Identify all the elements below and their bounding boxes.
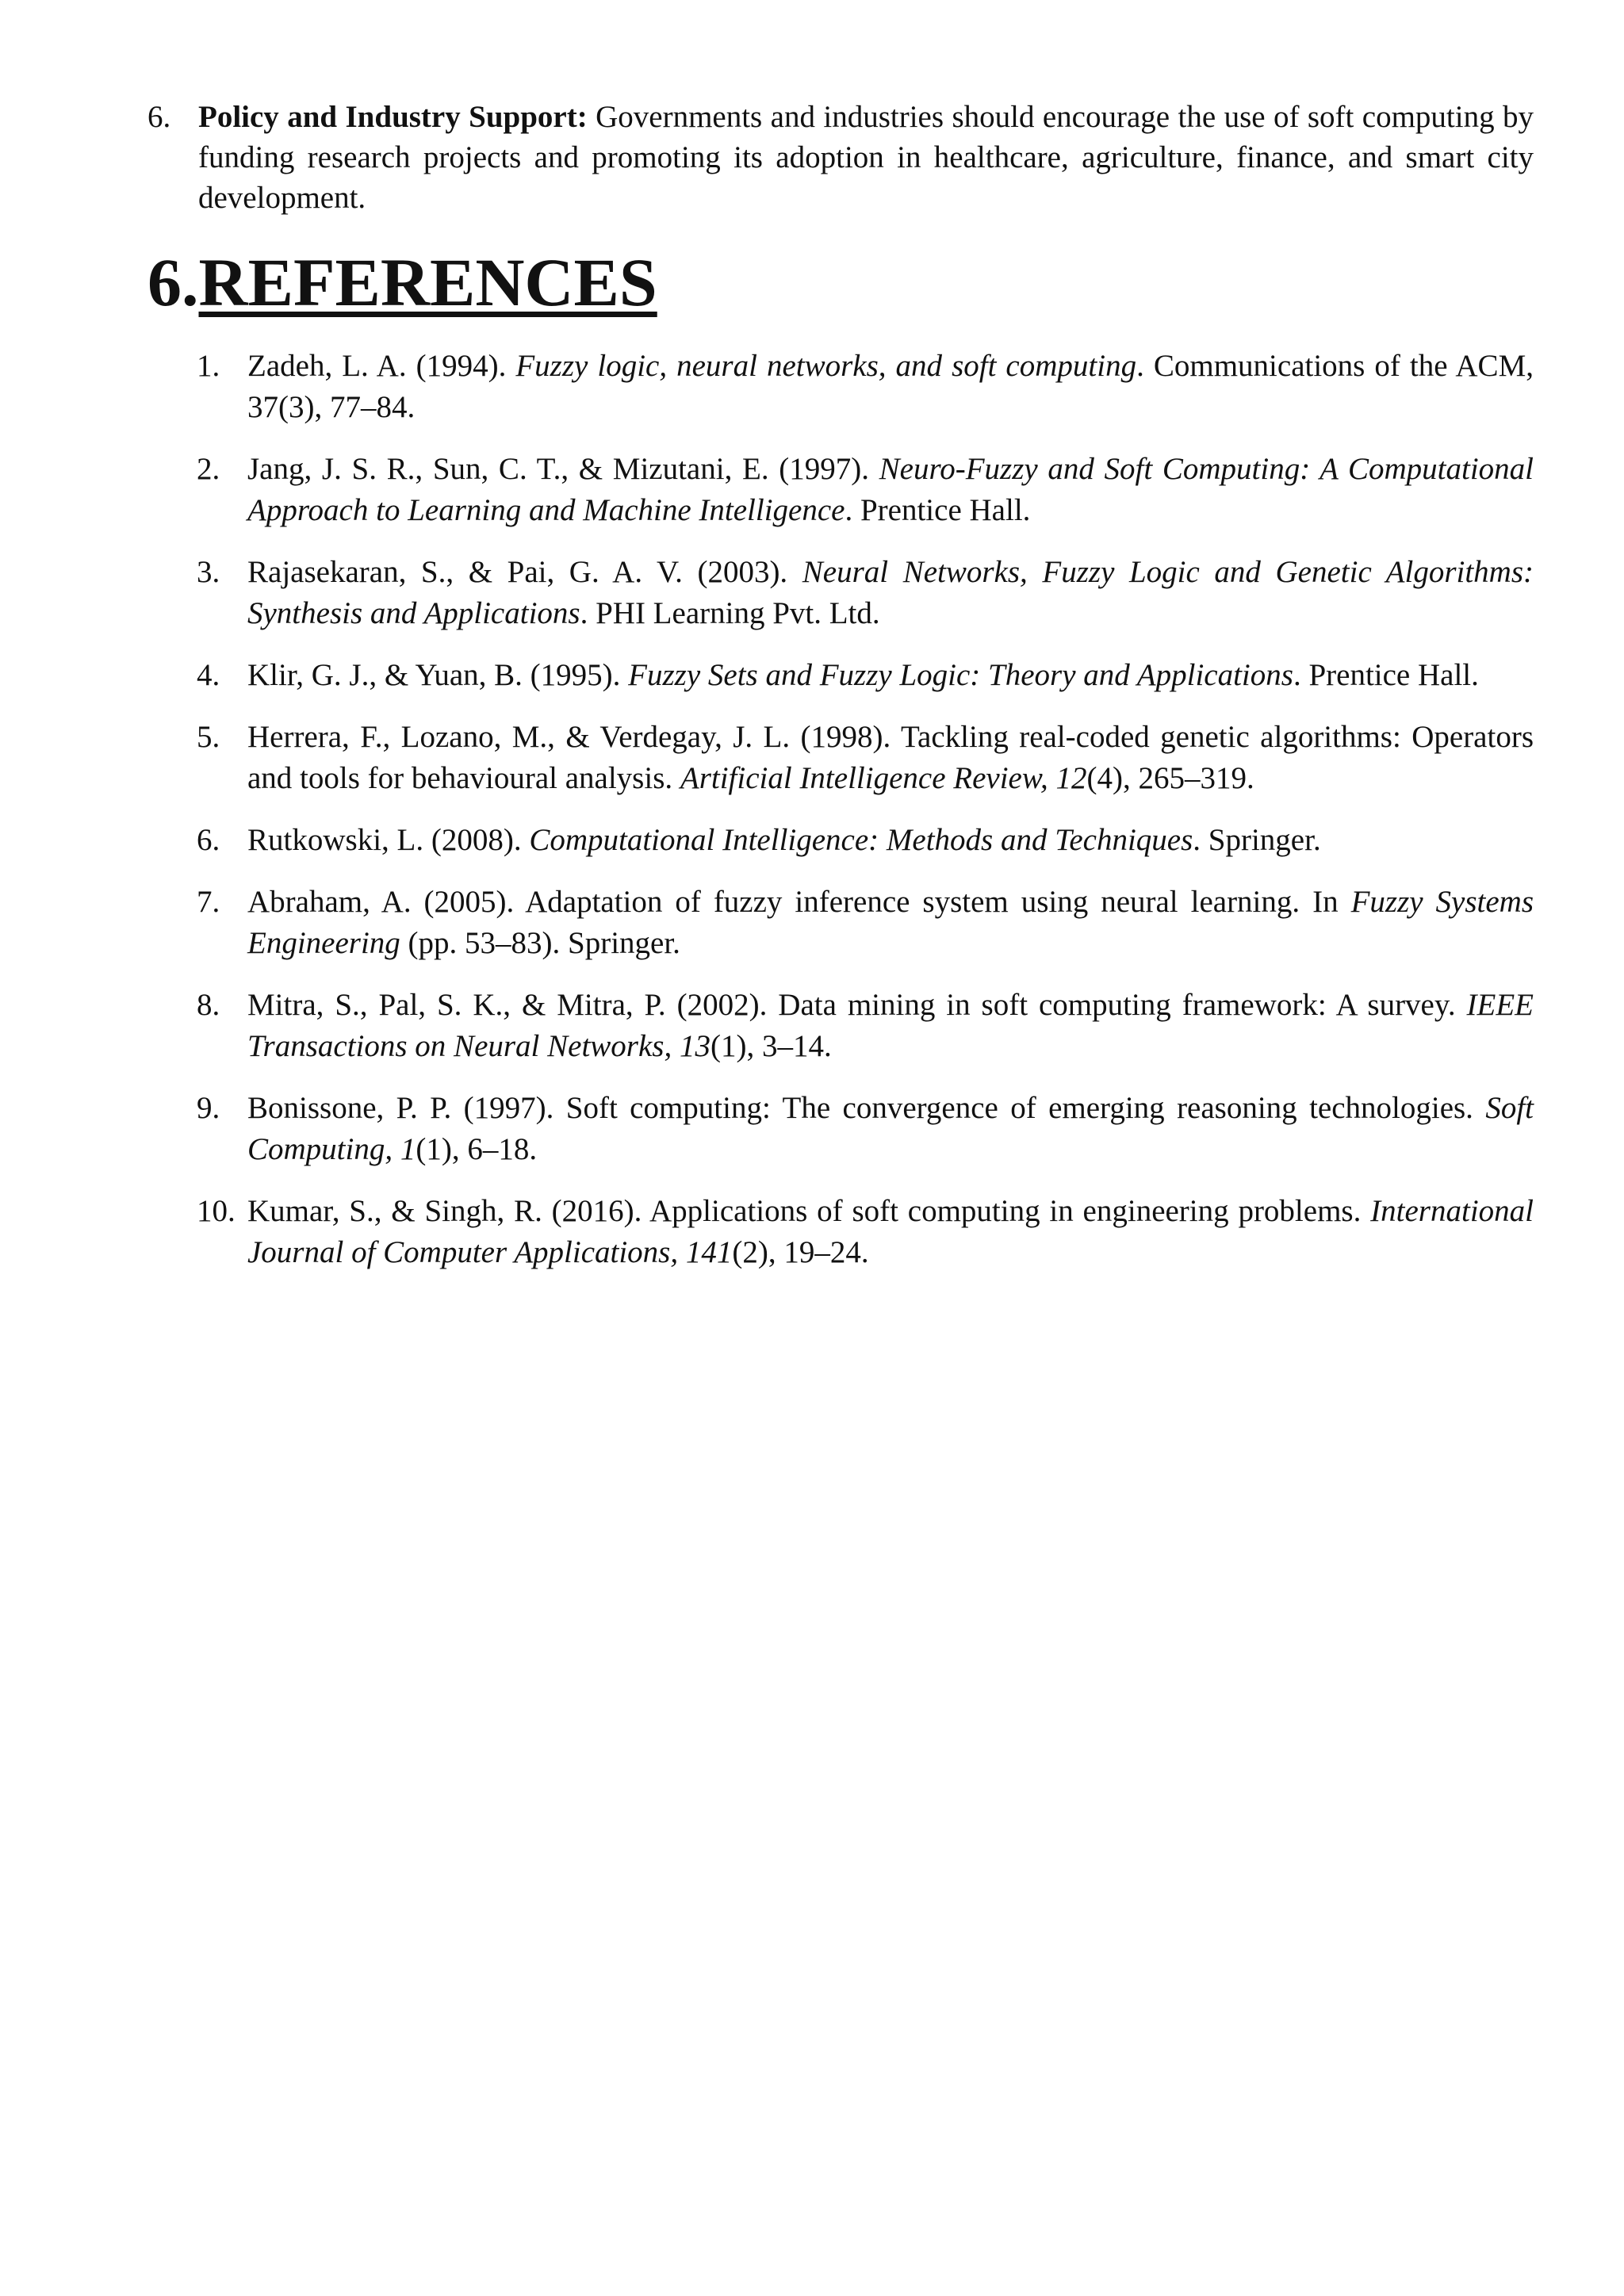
reference-text: Klir, G. J., & Yuan, B. (1995). (247, 658, 629, 692)
reference-item (197, 655, 1534, 696)
list-item-body (198, 97, 1534, 218)
reference-title: Fuzzy Systems Engineering (247, 885, 1534, 960)
section-title: REFERENCES (198, 244, 657, 320)
reference-item (197, 985, 1534, 1067)
reference-item (197, 552, 1534, 634)
reference-number: 10. (197, 1194, 236, 1228)
reference-text: Rajasekaran, S., & Pai, G. A. V. (2003). (247, 555, 802, 589)
reference-title: Artificial Intelligence Review, 12 (680, 761, 1087, 795)
reference-item (197, 346, 1534, 428)
list-item-policy-support (147, 97, 1534, 218)
reference-title: Computational Intelligence: Methods and Techniques (529, 823, 1193, 857)
reference-number: 6. (197, 823, 220, 857)
reference-details: (1), 3–14. (710, 1029, 832, 1063)
reference-number: 1. (197, 349, 220, 383)
reference-title: IEEE Transactions on Neural Networks, 13 (247, 988, 1534, 1063)
reference-item (197, 717, 1534, 799)
reference-text: Zadeh, L. A. (1994). (247, 349, 516, 383)
reference-item (197, 820, 1534, 861)
section-number: 6. (147, 244, 199, 320)
reference-text: Mitra, S., Pal, S. K., & Mitra, P. (2002). Data mining in soft computing framework: A survey. (247, 988, 1467, 1022)
reference-title: Neuro-Fuzzy and Soft Computing: A Computational Approach to Learning and Machine Intelligence (247, 452, 1534, 527)
reference-item (197, 1191, 1534, 1273)
reference-details: . Communications of the ACM, 37(3), 77–84. (247, 349, 1534, 424)
references-list (197, 346, 1534, 1294)
reference-number: 4. (197, 658, 220, 692)
reference-title: International Journal of Computer Applications, 141 (247, 1194, 1534, 1269)
reference-item (197, 1088, 1534, 1170)
reference-item (197, 449, 1534, 531)
reference-title: Fuzzy Sets and Fuzzy Logic: Theory and Applications (628, 658, 1293, 692)
reference-details: (4), 265–319. (1086, 761, 1254, 795)
reference-number: 2. (197, 452, 220, 486)
reference-number: 3. (197, 555, 220, 589)
reference-text: Herrera, F., Lozano, M., & Verdegay, J. L. (1998). Tackling real-coded genetic algorithms: Operators and tools for behavioural analysis. (247, 720, 1534, 795)
reference-text: Rutkowski, L. (2008). (247, 823, 530, 857)
list-item-text: Governments and industries should encourage the use of soft computing by funding research projects and promoting its adoption in healthcare, agriculture, finance, and smart city development. (198, 100, 1534, 215)
reference-text: Bonissone, P. P. (1997). Soft computing: The convergence of emerging reasoning technologies. (247, 1091, 1486, 1125)
reference-number: 8. (197, 988, 220, 1022)
list-item-number: 6. (147, 100, 171, 134)
reference-title: Fuzzy logic, neural networks, and soft computing (515, 349, 1137, 383)
reference-details: . Prentice Hall. (1293, 658, 1479, 692)
reference-text: Kumar, S., & Singh, R. (2016). Applications of soft computing in engineering problems. (247, 1194, 1371, 1228)
reference-details: . PHI Learning Pvt. Ltd. (580, 596, 880, 630)
reference-item (197, 882, 1534, 964)
reference-details: . Springer. (1193, 823, 1321, 857)
reference-details: . Prentice Hall. (845, 493, 1031, 527)
list-item-lead: Policy and Industry Support: (198, 100, 588, 134)
reference-number: 7. (197, 885, 220, 919)
reference-title: Soft Computing, 1 (247, 1091, 1534, 1166)
section-heading-references (147, 243, 657, 322)
reference-details: (1), 6–18. (416, 1132, 538, 1166)
reference-text: Abraham, A. (2005). Adaptation of fuzzy inference system using neural learning. In (247, 885, 1351, 919)
reference-details: (pp. 53–83). Springer. (400, 926, 680, 960)
reference-text: Jang, J. S. R., Sun, C. T., & Mizutani, E. (1997). (247, 452, 879, 486)
reference-title: Neural Networks, Fuzzy Logic and Genetic Algorithms: Synthesis and Applications (247, 555, 1534, 630)
reference-number: 5. (197, 720, 220, 754)
reference-details: (2), 19–24. (732, 1235, 869, 1269)
reference-number: 9. (197, 1091, 220, 1125)
